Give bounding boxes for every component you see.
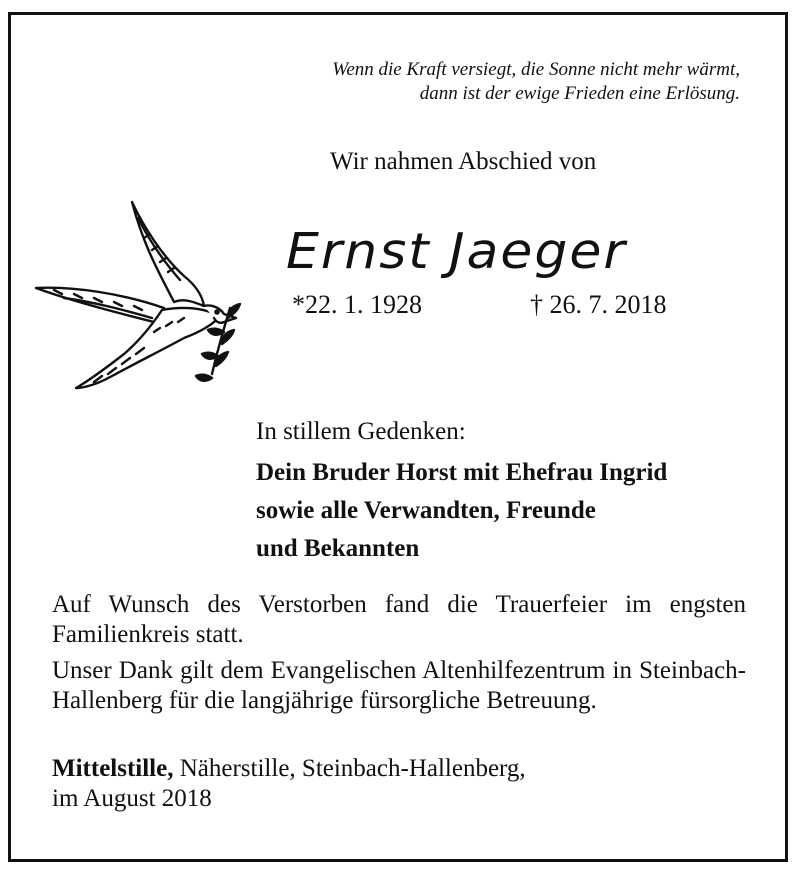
deceased-name: Ernst Jaeger bbox=[286, 223, 627, 281]
mourners-list bbox=[256, 454, 667, 568]
life-dates bbox=[292, 290, 667, 320]
closing-places-rest: Näherstille, Steinbach-Hallenberg, bbox=[173, 755, 526, 782]
closing-places bbox=[52, 754, 526, 784]
mourners-line-3: und Bekannten bbox=[256, 535, 420, 562]
birth-date: *22. 1. 1928 bbox=[292, 290, 422, 319]
death-date: † 26. 7. 2018 bbox=[530, 290, 667, 319]
mourners-line-2: sowie alle Verwandten, Freunde bbox=[256, 497, 596, 524]
notice-text bbox=[52, 590, 746, 722]
dove-icon bbox=[34, 198, 256, 398]
intro-text: Wir nahmen Abschied von bbox=[330, 148, 597, 175]
mourners-line-1: Dein Bruder Horst mit Ehefrau Ingrid bbox=[256, 459, 668, 486]
motto-line-1: Wenn die Kraft versiegt, die Sonne nicht mehr wärmt, bbox=[332, 59, 740, 80]
closing-date: im August 2018 bbox=[52, 785, 212, 812]
notice-paragraph-1: Auf Wunsch des Verstorben fand die Trauerfeier im engsten Familienkreis statt. bbox=[52, 591, 746, 648]
mourners-heading: In stillem Gedenken: bbox=[256, 418, 466, 445]
motto-line-2: dann ist der ewige Frieden eine Erlösung. bbox=[419, 83, 740, 104]
notice-paragraph-2: Unser Dank gilt dem Evangelischen Altenhilfezentrum in Steinbach-Hallenberg für die langjährige fürsorgliche Betreuung. bbox=[52, 657, 746, 714]
motto bbox=[220, 58, 740, 106]
closing-place-bold: Mittelstille, bbox=[52, 755, 174, 782]
closing bbox=[52, 754, 526, 814]
